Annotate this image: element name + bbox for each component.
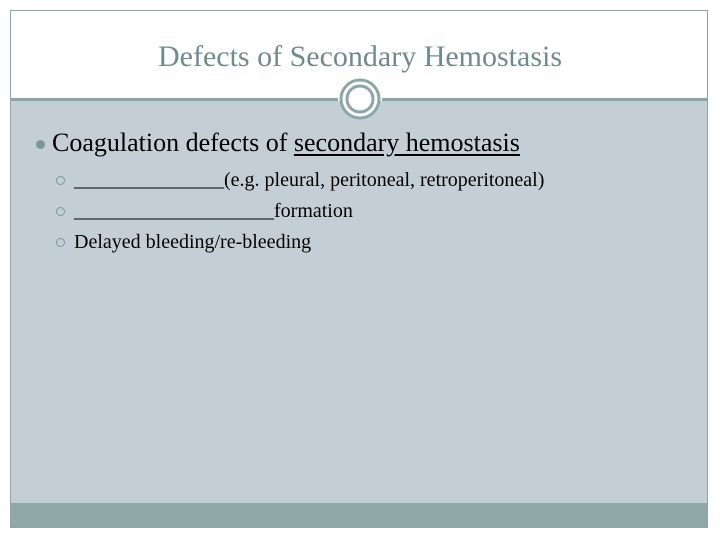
title-divider-left bbox=[11, 98, 338, 101]
filled-dot-icon bbox=[36, 140, 45, 149]
sub-bullet-text: ____________________formation bbox=[74, 200, 353, 222]
slide-content-area bbox=[11, 101, 707, 503]
bullet-level1-prefix: Coagulation defects of bbox=[52, 128, 294, 157]
bullet-level1-underlined: secondary hemostasis bbox=[293, 128, 520, 157]
sub-bullet-text: _______________(e.g. pleural, peritoneal, retroperitoneal) bbox=[74, 169, 545, 191]
hollow-circle-icon bbox=[56, 207, 65, 216]
slide-footer-bar bbox=[11, 503, 707, 527]
sub-bullet-item bbox=[56, 200, 353, 223]
sub-bullet-item bbox=[56, 231, 311, 254]
bullet-level1-item bbox=[36, 128, 520, 158]
ring-ornament-icon bbox=[338, 77, 382, 121]
hollow-circle-icon bbox=[56, 238, 65, 247]
title-divider-right bbox=[382, 98, 707, 101]
sub-bullet-text: Delayed bleeding/re-bleeding bbox=[74, 231, 312, 253]
hollow-circle-icon bbox=[56, 176, 65, 185]
bullet-level1-text bbox=[52, 128, 520, 158]
slide-title: Defects of Secondary Hemostasis bbox=[157, 40, 563, 73]
sub-bullet-item bbox=[56, 169, 544, 192]
